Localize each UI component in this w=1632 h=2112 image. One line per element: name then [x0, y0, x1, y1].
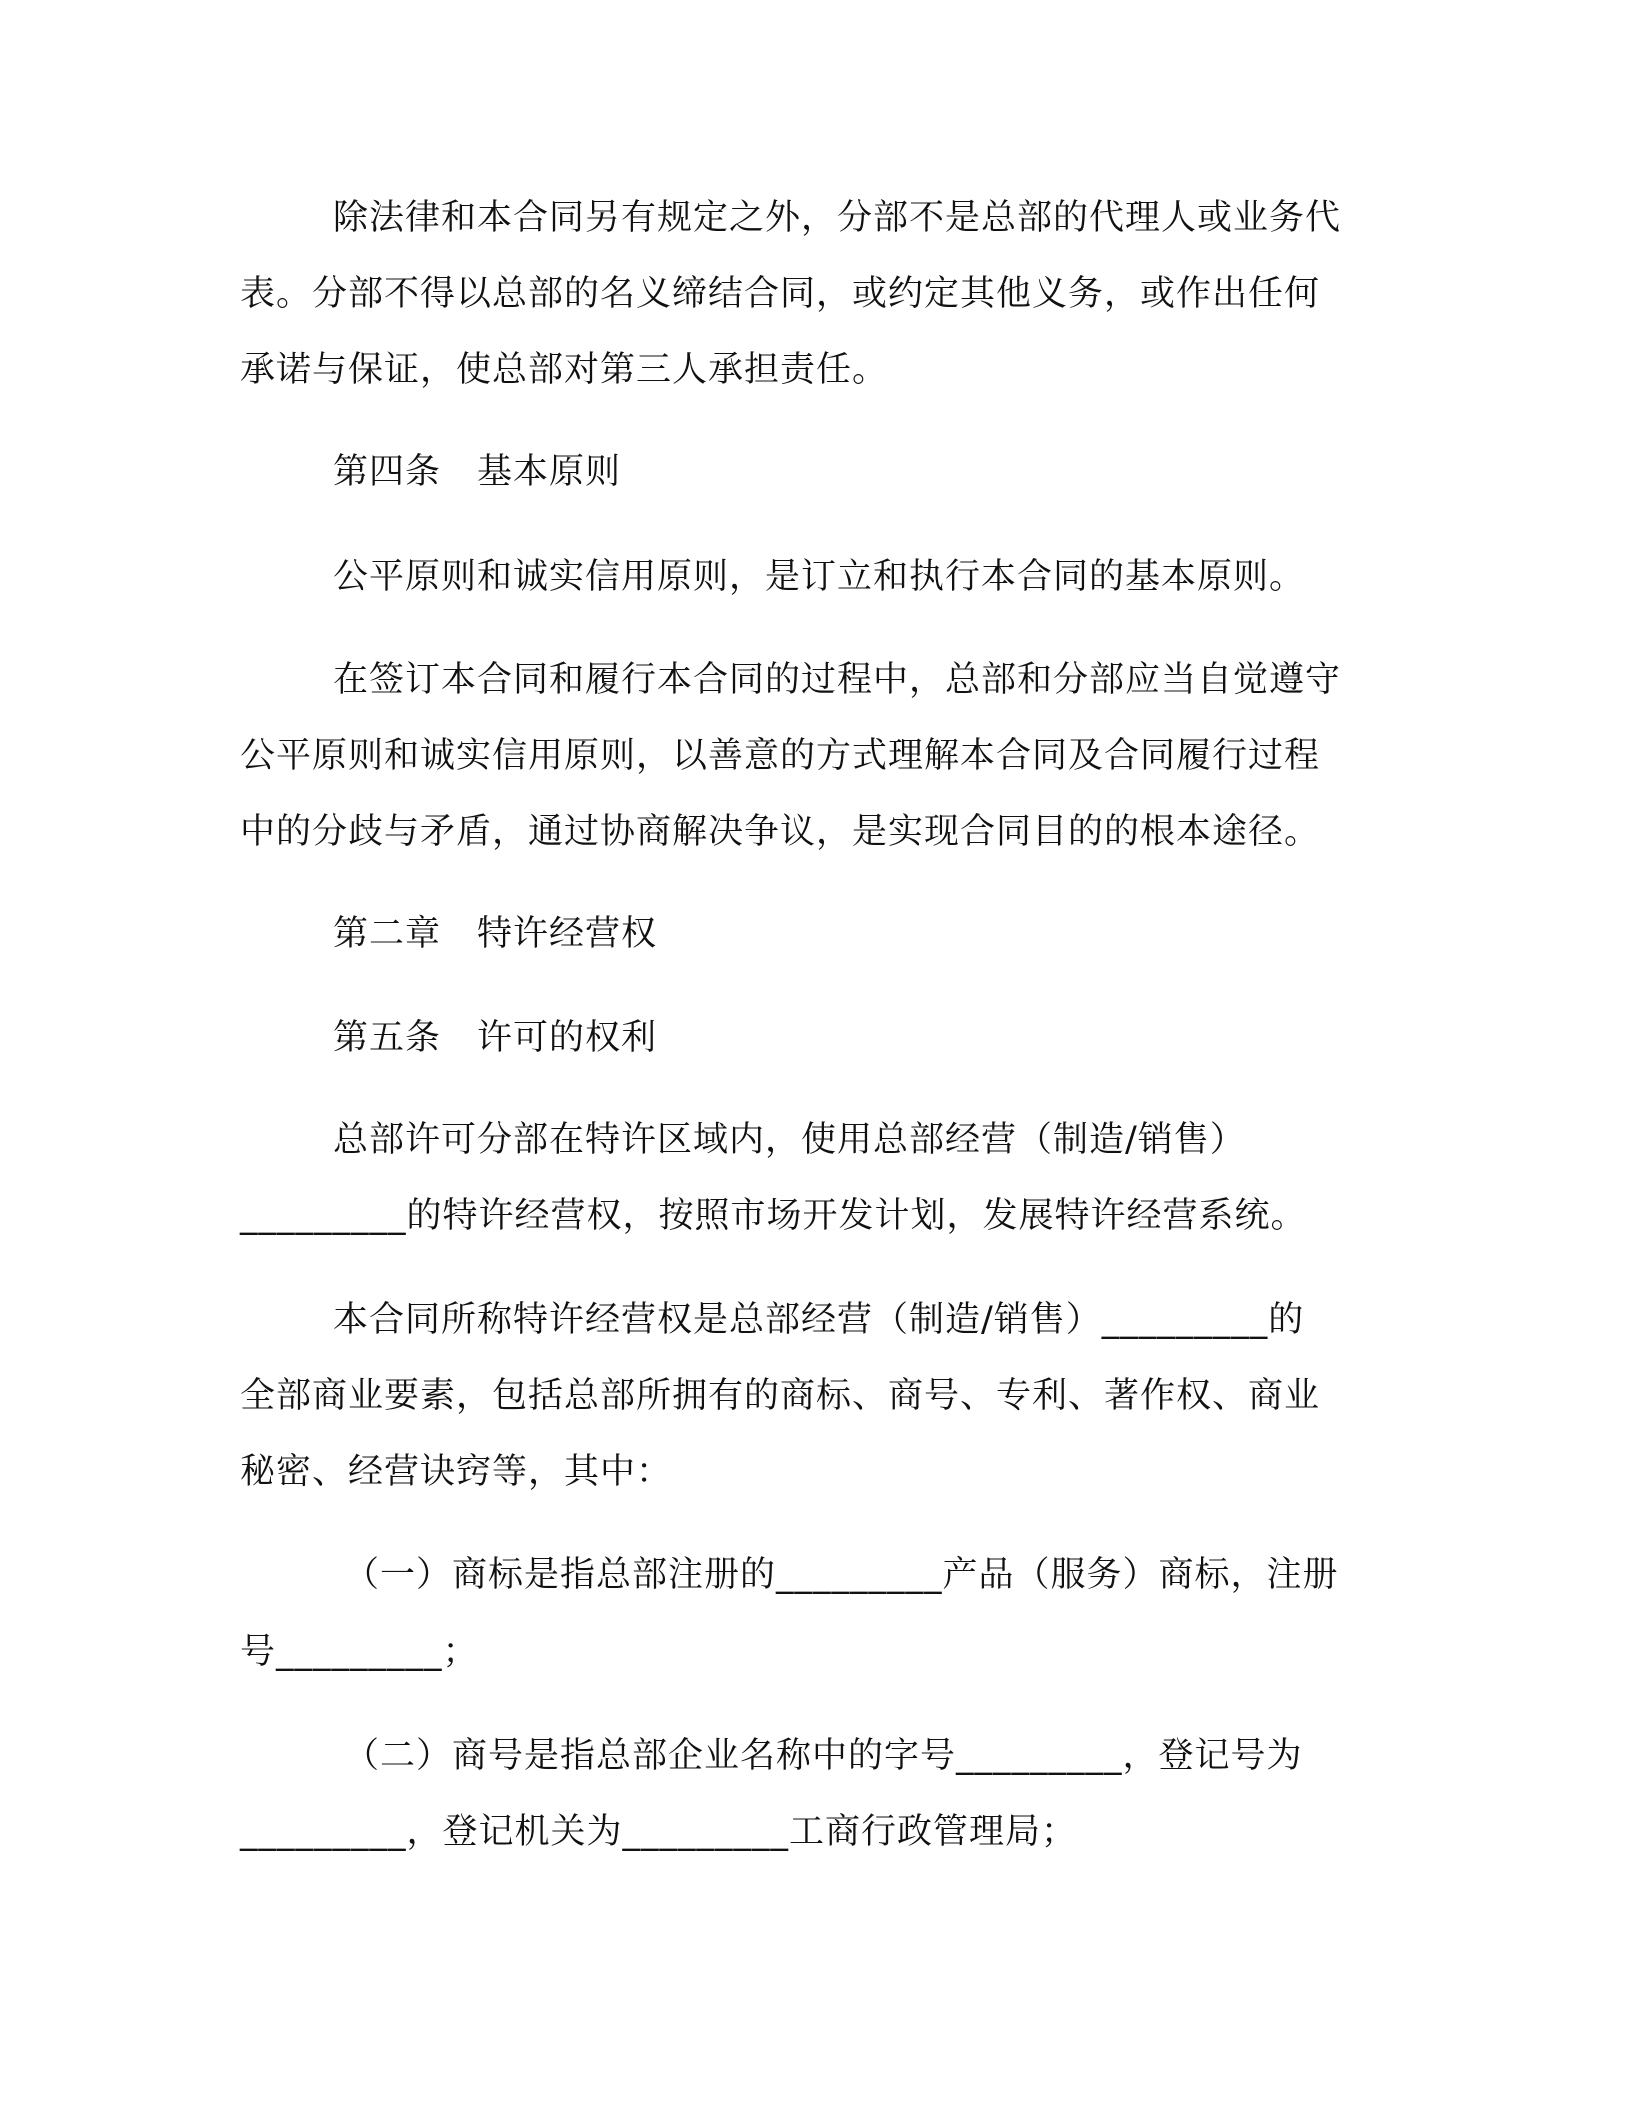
- item-1-line-2: 号_________；: [240, 1632, 479, 1672]
- article-4-heading: 第四条 基本原则: [333, 452, 622, 492]
- paragraph-5-line-3: 秘密、经营诀窍等，其中：: [240, 1452, 673, 1492]
- item-1-line-1: （一）商标是指总部注册的_________产品（服务）商标，注册: [344, 1555, 1339, 1595]
- paragraph-5-line-1: 本合同所称特许经营权是总部经营（制造/销售）_________的: [333, 1300, 1305, 1340]
- item-2-line-2: _________，登记机关为_________工商行政管理局；: [240, 1812, 1078, 1852]
- paragraph-1-line-2: 表。分部不得以总部的名义缔结合同，或约定其他义务，或作出任何: [240, 274, 1321, 314]
- paragraph-4-line-2: _________的特许经营权，按照市场开发计划，发展特许经营系统。: [240, 1196, 1307, 1236]
- paragraph-3-line-2: 公平原则和诚实信用原则，以善意的方式理解本合同及合同履行过程: [240, 736, 1321, 776]
- paragraph-3-line-3: 中的分歧与矛盾，通过协商解决争议，是实现合同目的的根本途径。: [240, 812, 1321, 852]
- chapter-2-heading: 第二章 特许经营权: [333, 914, 658, 954]
- paragraph-3-line-1: 在签订本合同和履行本合同的过程中，总部和分部应当自觉遵守: [333, 660, 1342, 700]
- paragraph-1-line-1: 除法律和本合同另有规定之外，分部不是总部的代理人或业务代: [333, 198, 1342, 238]
- item-2-line-1: （二）商号是指总部企业名称中的字号_________，登记号为: [344, 1736, 1303, 1776]
- paragraph-5-line-2: 全部商业要素，包括总部所拥有的商标、商号、专利、著作权、商业: [240, 1376, 1321, 1416]
- paragraph-4-line-1: 总部许可分部在特许区域内，使用总部经营（制造/销售）: [333, 1120, 1246, 1160]
- paragraph-2: 公平原则和诚实信用原则，是订立和执行本合同的基本原则。: [333, 557, 1306, 597]
- article-5-heading: 第五条 许可的权利: [333, 1018, 658, 1058]
- paragraph-1-line-3: 承诺与保证，使总部对第三人承担责任。: [240, 350, 889, 390]
